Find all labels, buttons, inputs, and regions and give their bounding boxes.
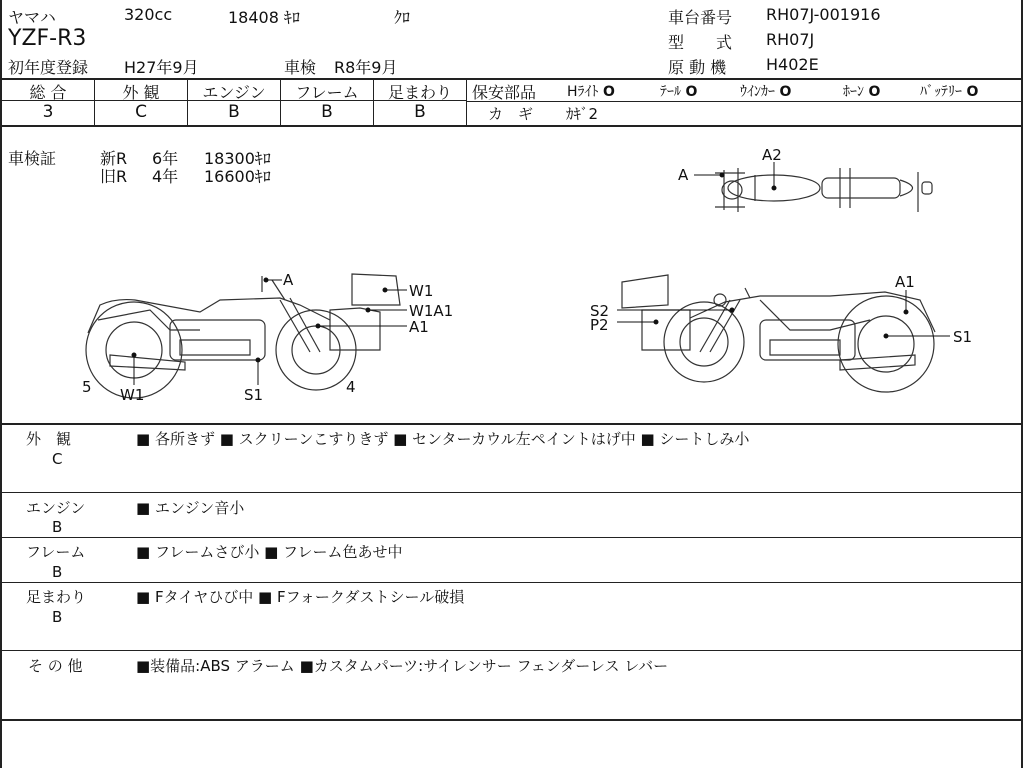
mileage: 18408 ｷﾛ [228, 8, 300, 27]
diag-left-label-w1-bottom: W1 [120, 386, 145, 404]
grade-value-frame: B [321, 102, 333, 122]
displacement: 320cc [124, 5, 173, 24]
grade-header-overall: 総 合 [29, 83, 67, 102]
grade-header-suspension: 足まわり [387, 83, 452, 102]
section-notes-suspension: ■ Fタイヤひび中 ■ Fフォークダストシール破損 [136, 588, 465, 606]
grade-value-engine: B [228, 102, 240, 122]
model-name: YZF-R3 [8, 26, 87, 51]
section-label-suspension: 足まわり [26, 588, 87, 606]
safety-label: 保安部品 [472, 83, 537, 102]
diag-right-label-s2: S2 [590, 302, 610, 320]
type-value: RH07J [766, 30, 815, 49]
safety-item-headlight: Hﾗｲﾄ O [567, 84, 615, 100]
diag-left-label-5: 5 [82, 378, 92, 396]
frame-no-label: 車台番号 [668, 8, 733, 27]
first-reg-label: 初年度登録 [8, 58, 89, 77]
engine-label: 原 動 機 [668, 58, 727, 77]
section-grade-engine: B [52, 518, 63, 536]
safety-item-tail: ﾃｰﾙ O [660, 84, 698, 100]
inspection-value: R8年9月 [334, 58, 398, 77]
section-label-other: そ の 他 [28, 657, 83, 675]
section-label-exterior: 外 観 [26, 430, 72, 448]
shaken-old-years: 4年 [152, 167, 179, 186]
shaken-old-kind: 旧R [100, 167, 128, 186]
section-divider-3 [0, 582, 1023, 583]
frame-no-value: RH07J-001916 [766, 5, 881, 24]
section-divider-2 [0, 537, 1023, 538]
sections-top-line [0, 423, 1023, 425]
safety-item-winker: ｳｲﾝｶｰ O [740, 84, 792, 100]
shaken-new-km: 18300ｷﾛ [204, 149, 271, 168]
diag-top-label-a: A [678, 166, 689, 184]
diag-left-label-w1a1: W1A1 [409, 302, 454, 320]
section-grade-exterior: C [52, 450, 63, 468]
key-value: ｶｷﾞ2 [566, 105, 599, 123]
section-notes-other: ■装備品:ABS アラーム ■カスタムパーツ:サイレンサー フェンダーレス レバー [136, 657, 669, 675]
diag-top-label-a2: A2 [762, 146, 782, 164]
diag-right-label-a1: A1 [895, 273, 915, 291]
grade-value-exterior: C [135, 102, 147, 122]
shaken-new-kind: 新R [100, 149, 128, 168]
color: ｸﾛ [394, 8, 411, 27]
diag-left-label-w1: W1 [409, 282, 434, 300]
section-grade-frame: B [52, 563, 63, 581]
shaken-old-km: 16600ｷﾛ [204, 167, 271, 186]
grade-header-engine: エンジン [202, 83, 266, 102]
section-notes-engine: ■ エンジン音小 [136, 499, 245, 517]
section-bottom-line [0, 719, 1023, 721]
grade-value-overall: 3 [42, 102, 54, 122]
type-label: 型 式 [668, 33, 733, 52]
maker: ヤマハ [8, 8, 56, 27]
first-reg-value: H27年9月 [124, 58, 199, 77]
key-label: カ ギ [488, 105, 534, 123]
shaken-new-years: 6年 [152, 149, 179, 168]
section-notes-exterior: ■ 各所きず ■ スクリーンこすりきず ■ センターカウル左ペイントはげ中 ■ シートしみ小 [136, 430, 750, 448]
diag-right-label-s1: S1 [953, 328, 973, 346]
grade-header-exterior: 外 観 [122, 83, 160, 102]
section-divider-1 [0, 492, 1023, 493]
safety-item-battery: ﾊﾞｯﾃﾘｰ O [920, 84, 979, 100]
section-label-engine: エンジン [26, 499, 86, 517]
section-notes-frame: ■ フレームさび小 ■ フレーム色あせ中 [136, 543, 403, 561]
top-view-bike-icon [715, 168, 932, 212]
inspection-label: 車検 [284, 58, 317, 77]
right-side-bike-icon [622, 275, 935, 392]
section-label-frame: フレーム [26, 543, 86, 561]
diag-left-label-s1: S1 [244, 386, 264, 404]
diag-left-label-4: 4 [346, 378, 356, 396]
grade-header-frame: フレーム [295, 83, 359, 102]
grade-value-suspension: B [414, 102, 426, 122]
diag-right-label-p2: P2 [590, 316, 609, 334]
shaken-label: 車検証 [8, 149, 57, 168]
diag-left-label-a: A [283, 271, 294, 289]
section-grade-suspension: B [52, 608, 63, 626]
section-divider-4 [0, 650, 1023, 651]
safety-item-horn: ﾎｰﾝ O [843, 84, 881, 100]
engine-value: H402E [766, 55, 819, 74]
diag-left-label-a1: A1 [409, 318, 429, 336]
